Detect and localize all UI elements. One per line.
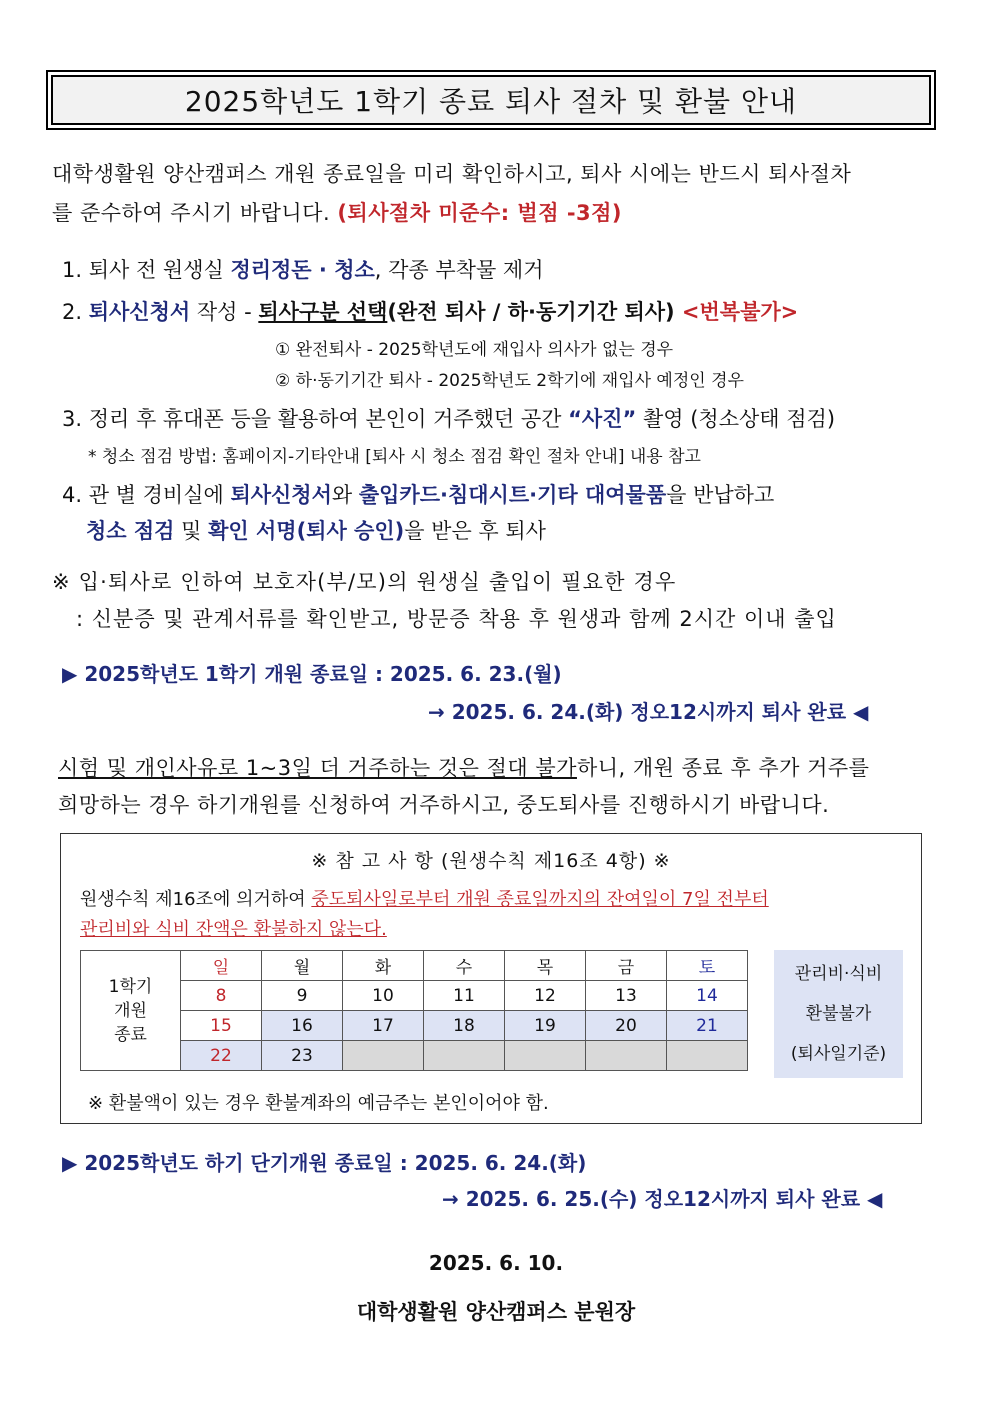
step-2-text: 작성 -	[190, 300, 259, 324]
reference-footnote: ※ 환불액이 있는 경우 환불계좌의 예금주는 본인이어야 함.	[88, 1093, 549, 1114]
refund-line-2: 환불불가	[805, 1004, 872, 1024]
penalty-note: (퇴사절차 미준수: 벌점 -3점)	[337, 201, 623, 225]
weekday-wed: 수	[424, 951, 505, 981]
day-cell: 13	[586, 981, 667, 1011]
day-cell-no-refund: 19	[505, 1011, 586, 1041]
step-3-rest: 촬영 (청소상태 점검)	[636, 407, 836, 431]
step-2-types: (완전 퇴사 / 하·동기기간 퇴사)	[387, 300, 682, 324]
step-4-keyword-c: 청소 점검	[86, 519, 175, 543]
step-2-keyword: 퇴사신청서	[88, 300, 191, 324]
step-2-option-1: ① 완전퇴사 - 2025학년도에 재입사 의사가 없는 경우	[275, 340, 674, 360]
step-1-dot: ·	[311, 258, 335, 282]
notice-line-1	[58, 752, 869, 782]
day-cell: 8	[181, 981, 262, 1011]
calendar-table	[80, 950, 748, 1071]
notice-rest: 하니, 개원 종료 후 추가 거주를	[576, 756, 870, 780]
step-4-and: 와	[331, 483, 359, 507]
refund-box	[774, 950, 903, 1078]
step-1-rest: , 각종 부착물 제거	[374, 258, 544, 282]
step-3-note: * 청소 점검 방법: 홈페이지-기타안내 [퇴사 시 청소 점검 확인 절차 안내] 내용 참고	[88, 447, 701, 467]
day-cell-empty	[667, 1041, 748, 1071]
step-2-option-2: ② 하·동기기간 퇴사 - 2025학년도 2학기에 재입사 예정인 경우	[275, 371, 744, 391]
step-2-num: 2.	[62, 300, 89, 324]
calendar-label-line-2: 개원	[114, 1000, 147, 1021]
step-4-rest: 을 반납하고	[666, 483, 775, 507]
day-cell-no-refund: 22	[181, 1041, 262, 1071]
step-4-keyword-b: 출입카드·침대시트·기타 대여물품	[358, 483, 667, 507]
weekday-sat: 토	[667, 951, 748, 981]
intro-line-1: 대학생활원 양산캠퍼스 개원 종료일을 미리 확인하시고, 퇴사 시에는 반드시 퇴사절차	[52, 162, 852, 186]
reference-line-2: 관리비와 식비 잔액은 환불하지 않는다.	[80, 919, 387, 940]
step-1	[62, 254, 544, 284]
reference-rule: 중도퇴사일로부터 개원 종료일까지의 잔여일이 7일 전부터	[311, 889, 769, 910]
weekday-mon: 월	[262, 951, 343, 981]
step-4-text: 4. 관 별 경비실에	[62, 483, 231, 507]
semester1-checkout-deadline: → 2025. 6. 24.(화) 정오12시까지 퇴사 완료 ◀	[428, 700, 869, 724]
notice-underlined: 시험 및 개인사유로 1~3일 더 거주하는 것은 절대 불가	[58, 756, 577, 780]
day-cell: 9	[262, 981, 343, 1011]
day-cell-no-refund: 17	[343, 1011, 424, 1041]
step-1-keyword-b: 청소	[334, 258, 375, 282]
step-4-and-2: 및	[174, 519, 209, 543]
weekday-thu: 목	[505, 951, 586, 981]
refund-line-1: 관리비·식비	[794, 964, 883, 984]
step-2-select: 퇴사구분 선택	[258, 300, 388, 324]
calendar-week-3	[81, 1041, 748, 1071]
title-box	[46, 70, 936, 130]
day-cell: 15	[181, 1011, 262, 1041]
day-cell-no-refund: 21	[667, 1011, 748, 1041]
step-1-keyword-a: 정리정돈	[230, 258, 312, 282]
day-cell: 11	[424, 981, 505, 1011]
calendar-label	[81, 951, 181, 1071]
refund-line-3: (퇴사일기준)	[790, 1044, 887, 1064]
day-cell-no-refund: 16	[262, 1011, 343, 1041]
day-cell: 14	[667, 981, 748, 1011]
guardian-line-1: ※ 입·퇴사로 인하여 보호자(부/모)의 원생실 출입이 필요한 경우	[52, 570, 677, 594]
day-cell: 10	[343, 981, 424, 1011]
day-cell-empty	[343, 1041, 424, 1071]
step-4-keyword-d: 확인 서명(퇴사 승인)	[208, 519, 405, 543]
notice-line-2: 희망하는 경우 하기개원를 신청하여 거주하시고, 중도퇴사를 진행하시기 바랍니다.	[58, 793, 830, 817]
step-2	[62, 296, 798, 326]
calendar-label-line-1: 1학기	[108, 976, 153, 997]
step-4	[62, 479, 774, 509]
issue-date: 2025. 6. 10.	[428, 1251, 564, 1275]
weekday-fri: 금	[586, 951, 667, 981]
step-1-text: 1. 퇴사 전 원생실	[62, 258, 231, 282]
day-cell-empty	[586, 1041, 667, 1071]
semester1-end-date: ▶ 2025학년도 1학기 개원 종료일 : 2025. 6. 23.(월)	[62, 662, 562, 686]
calendar-label-line-3: 종료	[114, 1024, 147, 1045]
weekday-tue: 화	[343, 951, 424, 981]
day-cell-empty	[505, 1041, 586, 1071]
day-cell: 12	[505, 981, 586, 1011]
calendar-week-1	[81, 981, 748, 1011]
reference-heading: ※ 참 고 사 항 (원생수칙 제16조 4항) ※	[311, 850, 671, 872]
step-4-keyword-a: 퇴사신청서	[230, 483, 332, 507]
calendar-week-2	[81, 1011, 748, 1041]
day-cell-empty	[424, 1041, 505, 1071]
step-2-no-reversal: <번복불가>	[681, 300, 799, 324]
step-3-keyword: “사진”	[568, 407, 637, 431]
page-title: 2025학년도 1학기 종료 퇴사 절차 및 환불 안내	[51, 75, 931, 125]
signature: 대학생활원 양산캠퍼스 분원장	[356, 1300, 636, 1324]
day-cell-no-refund: 18	[424, 1011, 505, 1041]
reference-line-1	[80, 885, 769, 911]
summer-checkout-deadline: → 2025. 6. 25.(수) 정오12시까지 퇴사 완료 ◀	[442, 1187, 883, 1211]
step-4-line-2	[86, 515, 546, 545]
day-cell-no-refund: 20	[586, 1011, 667, 1041]
guardian-line-2: : 신분증 및 관계서류를 확인받고, 방문증 착용 후 원생과 함께 2시간 이내 출입	[76, 607, 837, 631]
step-3	[62, 403, 835, 433]
step-4-end: 을 받은 후 퇴사	[404, 519, 546, 543]
day-cell-no-refund: 23	[262, 1041, 343, 1071]
intro-line-2	[52, 197, 622, 227]
weekday-sun: 일	[181, 951, 262, 981]
summer-end-date: ▶ 2025학년도 하기 단기개원 종료일 : 2025. 6. 24.(화)	[62, 1151, 587, 1175]
intro-text: 를 준수하여 주시기 바랍니다.	[52, 201, 338, 225]
reference-text: 원생수칙 제16조에 의거하여	[80, 889, 312, 910]
step-3-text: 3. 정리 후 휴대폰 등을 활용하여 본인이 거주했던 공간	[62, 407, 569, 431]
